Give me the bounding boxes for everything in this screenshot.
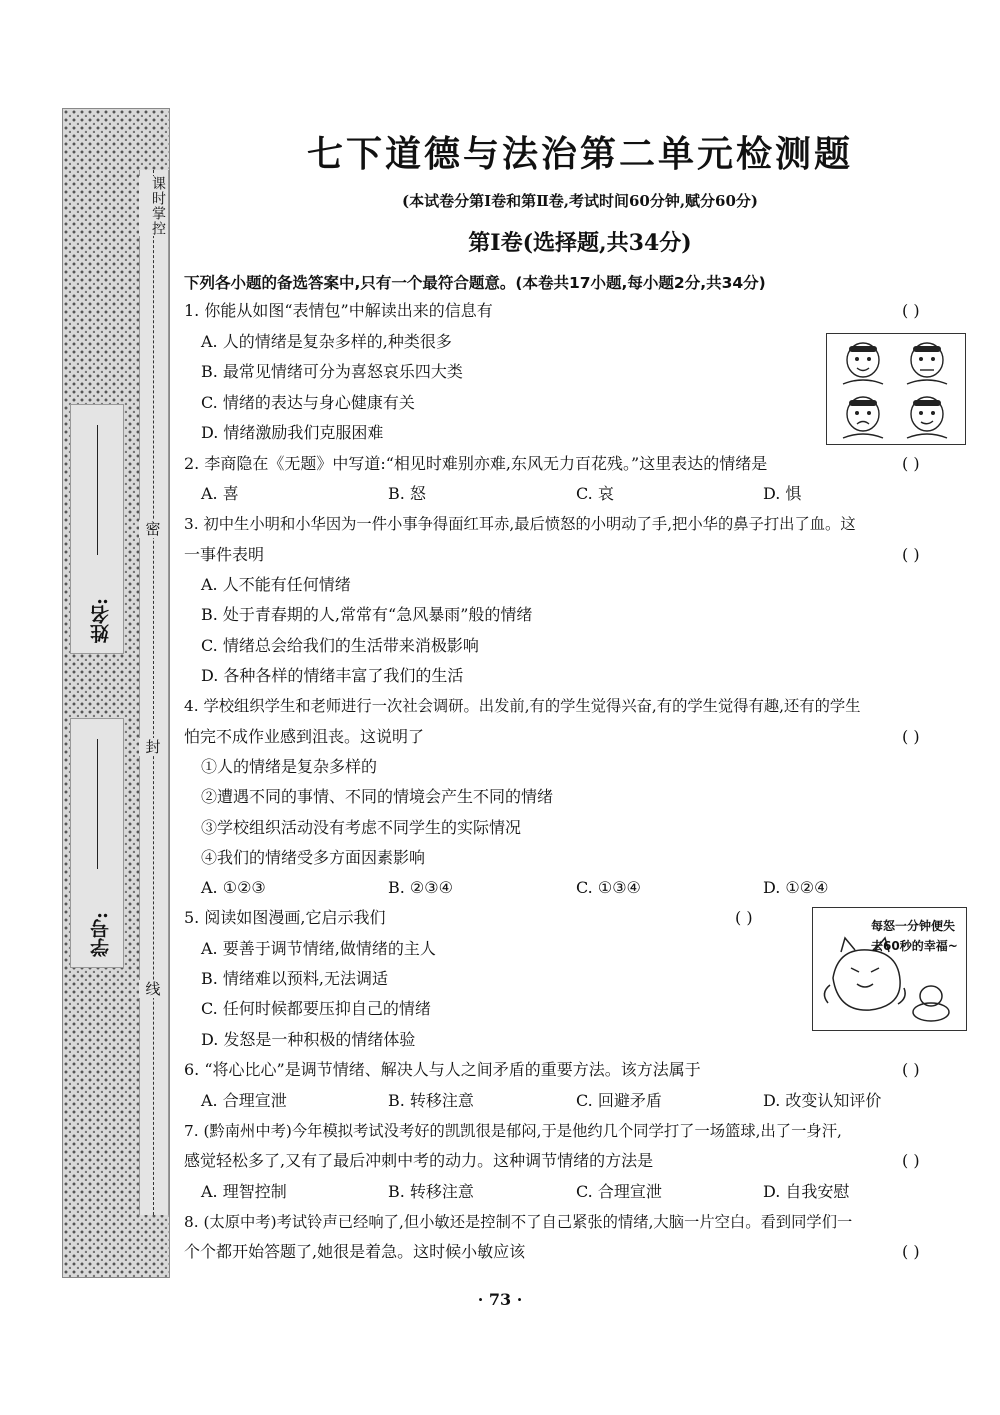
- q2-option-b: B. 怒: [388, 484, 426, 503]
- q3-option-d: D. 各种各样的情绪丰富了我们的生活: [201, 666, 464, 685]
- q7-option-b: B. 转移注意: [388, 1182, 474, 1201]
- section-heading: 第Ⅰ卷(选择题,共34分): [468, 230, 692, 256]
- q4-stem-line2: 怕完不成作业感到沮丧。这说明了: [184, 727, 425, 746]
- q2-option-c: C. 哀: [576, 484, 614, 503]
- cut-line-strip: [139, 170, 169, 1215]
- q1-option-b: B. 最常见情绪可分为喜怒哀乐四大类: [201, 362, 463, 381]
- q4-statement-1: ①人的情绪是复杂多样的: [201, 757, 378, 776]
- cartoon-caption: 每怒一分钟便失去60秒的幸福~: [871, 919, 958, 953]
- margin-label-feng: 封: [139, 738, 167, 756]
- q7-option-c: C. 合理宣泄: [576, 1182, 662, 1201]
- q4-option-a: A. ①②③: [201, 878, 266, 897]
- q4-statement-3: ③学校组织活动没有考虑不同学生的实际情况: [201, 818, 522, 837]
- q1-stem: 1. 你能从如图“表情包”中解读出来的信息有: [184, 301, 493, 320]
- emoji-faces-illustration: [827, 334, 964, 443]
- q6-option-a: A. 合理宣泄: [201, 1091, 287, 1110]
- q5-option-b: B. 情绪难以预料,无法调适: [201, 969, 389, 988]
- q5-option-d: D. 发怒是一种积极的情绪体验: [201, 1030, 416, 1049]
- q8-answer-blank[interactable]: ( ): [902, 1242, 920, 1261]
- name-underline: [97, 425, 98, 555]
- student-id-field[interactable]: [70, 718, 124, 968]
- q3-stem-line2: 一事件表明: [184, 545, 265, 564]
- q8-stem-line2: 个个都开始答题了,她很是着急。这时候小敏应该: [184, 1242, 526, 1261]
- q2-answer-blank[interactable]: ( ): [902, 454, 920, 473]
- q7-answer-blank[interactable]: ( ): [902, 1151, 920, 1170]
- q7-stem-line2: 感觉轻松多了,又有了最后冲刺中考的动力。这种调节情绪的方法是: [184, 1151, 654, 1170]
- q1-option-a: A. 人的情绪是复杂多样的,种类很多: [201, 332, 452, 351]
- q4-statement-4: ④我们的情绪受多方面因素影响: [201, 848, 426, 867]
- q2-option-a: A. 喜: [201, 484, 239, 503]
- margin-label-top: 课时掌控: [139, 176, 167, 236]
- q4-option-c: C. ①③④: [576, 878, 641, 897]
- q5-answer-blank[interactable]: ( ): [735, 908, 753, 927]
- q5-stem: 5. 阅读如图漫画,它启示我们: [184, 908, 386, 927]
- q4-answer-blank[interactable]: ( ): [902, 727, 920, 746]
- name-label: 姓名:: [90, 597, 112, 643]
- q4-statement-2: ②遭遇不同的事情、不同的情境会产生不同的情绪: [201, 787, 554, 806]
- q6-option-b: B. 转移注意: [388, 1091, 474, 1110]
- q3-stem-line1: 3. 初中生小明和小华因为一件小事争得面红耳赤,最后愤怒的小明动了手,把小华的鼻子打出了血。这: [184, 515, 856, 533]
- anger-cartoon-image: [812, 907, 967, 1031]
- q7-stem-line1: 7. (黔南州中考)今年模拟考试没考好的凯凯很是郁闷,于是他约几个同学打了一场篮球,出了一身汗,: [184, 1122, 842, 1140]
- q5-option-c: C. 任何时候都要压抑自己的情绪: [201, 999, 431, 1018]
- page-number: · 73 ·: [477, 1290, 523, 1309]
- q7-option-d: D. 自我安慰: [763, 1182, 850, 1201]
- q5-option-a: A. 要善于调节情绪,做情绪的主人: [201, 939, 436, 958]
- margin-label-xian: 线: [139, 980, 167, 998]
- q4-option-d: D. ①②④: [763, 878, 829, 897]
- id-underline: [97, 739, 98, 869]
- q2-option-d: D. 惧: [763, 484, 802, 503]
- page-title: 七下道德与法治第二单元检测题: [306, 133, 853, 175]
- q6-stem: 6. “将心比心”是调节情绪、解决人与人之间矛盾的重要方法。该方法属于: [184, 1060, 701, 1079]
- q6-answer-blank[interactable]: ( ): [902, 1060, 920, 1079]
- q1-answer-blank[interactable]: ( ): [902, 301, 920, 320]
- emoji-pack-image: [826, 333, 966, 445]
- name-field[interactable]: [70, 404, 124, 654]
- exam-subtitle: (本试卷分第Ⅰ卷和第Ⅱ卷,考试时间60分钟,赋分60分): [401, 192, 759, 210]
- q6-option-d: D. 改变认知评价: [763, 1091, 882, 1110]
- q7-option-a: A. 理智控制: [201, 1182, 287, 1201]
- q3-option-b: B. 处于青春期的人,常常有“急风暴雨”般的情绪: [201, 605, 533, 624]
- q1-option-c: C. 情绪的表达与身心健康有关: [201, 393, 415, 412]
- q3-answer-blank[interactable]: ( ): [902, 545, 920, 564]
- margin-label-mi: 密: [139, 520, 167, 538]
- instructions: 下列各小题的备选答案中,只有一个最符合题意。(本卷共17小题,每小题2分,共34分): [184, 274, 766, 292]
- q6-option-c: C. 回避矛盾: [576, 1091, 662, 1110]
- q3-option-a: A. 人不能有任何情绪: [201, 575, 351, 594]
- q8-stem-line1: 8. (太原中考)考试铃声已经响了,但小敏还是控制不了自己紧张的情绪,大脑一片空白。看到同学们一: [184, 1213, 853, 1231]
- q2-stem: 2. 李商隐在《无题》中写道:“相见时难别亦难,东风无力百花残。”这里表达的情绪是: [184, 454, 768, 473]
- q1-option-d: D. 情绪激励我们克服困难: [201, 423, 384, 442]
- q3-option-c: C. 情绪总会给我们的生活带来消极影响: [201, 636, 479, 655]
- q4-stem-line1: 4. 学校组织学生和老师进行一次社会调研。出发前,有的学生觉得兴奋,有的学生觉得有趣,还有的学生: [184, 697, 861, 715]
- q4-option-b: B. ②③④: [388, 878, 453, 897]
- id-label: 学号:: [90, 911, 112, 957]
